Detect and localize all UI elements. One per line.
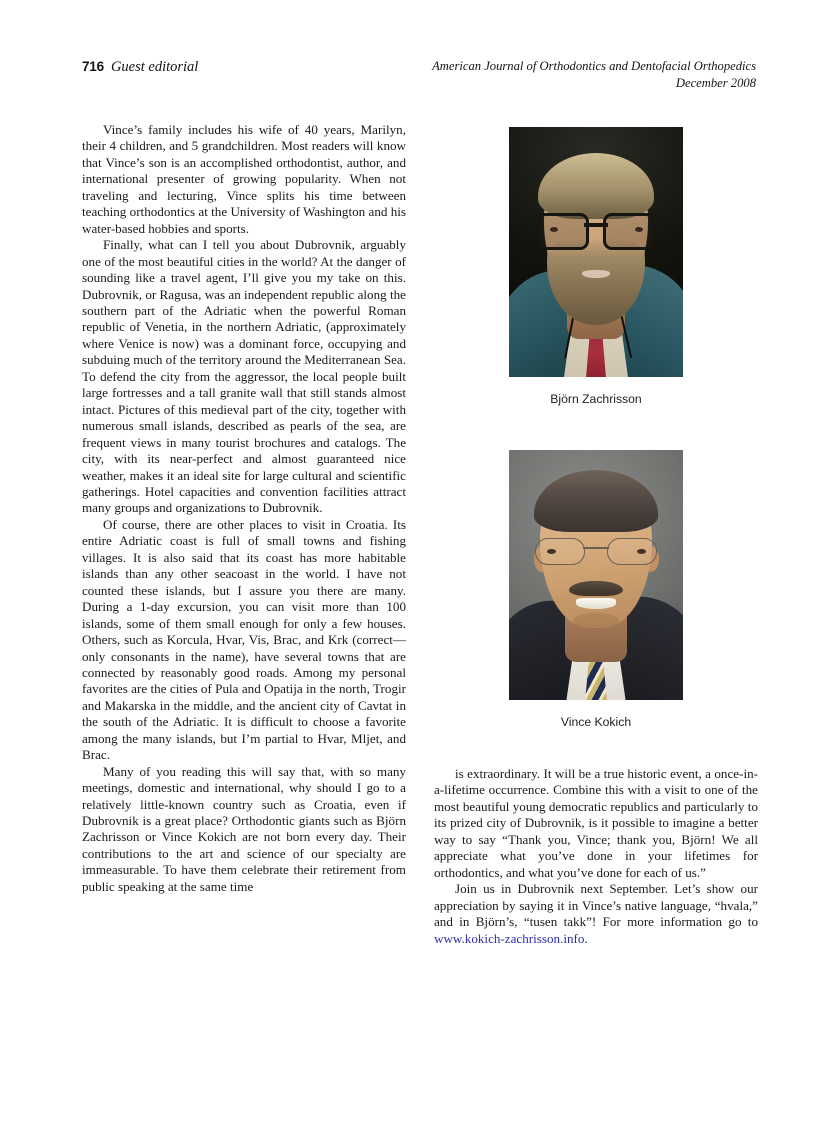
journal-title: American Journal of Orthodontics and Dentofacial Orthopedics (432, 59, 756, 73)
paragraph: Of course, there are other places to visit in Croatia. Its entire Adriatic coast is full of small towns and fishing villages. It is also said that its coast has more habitable islands than any other seacoast in the world. I have not counted these islands, but I assure you there are many. During a 1-day excursion, you can visit more than 100 islands, some of them small enough for only a few houses. Others, such as Korcula, Hvar, Vis, Brac, and Krk (correct—only consonants in the name), have several towns that are connected by reasonably good roads. Among my personal favorites are the cities of Pula and Opatija in the north, Trogir and Makarska in the middle, and the ancient city of Cavtat in the south of the Adriatic. It is difficult to choose a favorite among the many islands, but I’m partial to Hvar, Mljet, and Brac. (82, 516, 406, 763)
lens-left (535, 538, 585, 565)
section-title: Guest editorial (110, 59, 199, 75)
issue-date: December 2008 (675, 76, 756, 90)
lens-left (537, 213, 589, 250)
running-head-right (432, 58, 756, 92)
lens-right (607, 538, 657, 565)
running-head-left (82, 58, 198, 76)
page-number: 716 (82, 59, 104, 74)
paragraph-text-after-link: . (584, 930, 588, 946)
mustache (569, 581, 623, 596)
paragraph-with-link (434, 881, 758, 947)
portrait-photo-vince-kokich (509, 450, 683, 700)
figure-caption: Björn Zachrisson (550, 392, 642, 406)
chin (573, 613, 619, 629)
figure-caption: Vince Kokich (560, 715, 632, 729)
mouth (582, 270, 610, 278)
figure-bjorn-zachrisson (434, 127, 758, 406)
eyeglasses (537, 213, 655, 245)
body-text-left-column (82, 122, 406, 895)
website-link[interactable]: www.kokich-zachrisson.info (434, 930, 585, 946)
figure-vince-kokich (434, 450, 758, 729)
body-text-right-column (434, 766, 758, 947)
paragraph: Finally, what can I tell you about Dubrovnik, arguably one of the most beautiful cities in the world? At the danger of sounding like a travel agent, I’ll give you my take on this. Dubrovnik, or Ragusa, was an independent republic along the southern part of the Adriatic when the powerful Roman republic of Venetia, in the northern Adriatic, (approximately where Venice is now) was a dominant force, occupying and subduing much of the territory around the Mediterranean Sea. To defend the city from the aggressor, the local people built large fortresses and a tall granite wall that still stands almost intact. Pictures of this medieval part of the city, together with numerous small islands, described as pearls of the sea, are frequent views in many tourist brochures and catalogs. The city, with its near-perfect and almost guaranteed nice weather, makes it an ideal site for large cultural and scientific gatherings. Hotel capacities and convention facilities attract many groups and organizations to Dubrovnik. (82, 237, 406, 516)
paragraph: Vince’s family includes his wife of 40 years, Marilyn, their 4 children, and 5 grandchildren. Most readers will know that Vince’s son is an accomplished orthodontist, author, and international presenter of growing popularity. When not traveling and lecturing, Vince splits his time between teaching orthodontics at the University of Washington and his water-based hobbies and sports. (82, 122, 406, 236)
running-head (82, 58, 756, 100)
glasses-bridge (584, 223, 608, 227)
paragraph-text-before-link: Join us in Dubrovnik next September. Let’s show our appreciation by saying it in Vince’s native language, “hvala,” and in Björn’s, “tusen takk”! For more information go to (434, 881, 758, 930)
glasses-bridge (583, 547, 609, 549)
smile (576, 598, 616, 609)
paragraph: Many of you reading this will say that, with so many meetings, domestic and international, why should I go to a relatively little-known country such as Croatia, even if Dubrovnik is a great place? Orthodontic giants such as Björn Zachrisson or Vince Kokich are not born every day. Their contributions to the art and science of our specialty are immeasurable. To have them celebrate their retirement from public speaking at the same time (82, 763, 406, 894)
paragraph: is extraordinary. It will be a true historic event, a once-in-a-lifetime occurrence. Combine this with a visit to one of the most beautiful young democratic republics and particularly to its prized city of Dubrovnik, is it possible to imagine a better way to say “Thank you, Vince; thank you, Björn! We all appreciate what you’ve done in your lifetimes for orthodontics, and what you’ve done for each of us.” (434, 766, 758, 880)
lens-right (603, 213, 655, 250)
portrait-photo-bjorn-zachrisson (509, 127, 683, 377)
eyeglasses (535, 538, 657, 564)
